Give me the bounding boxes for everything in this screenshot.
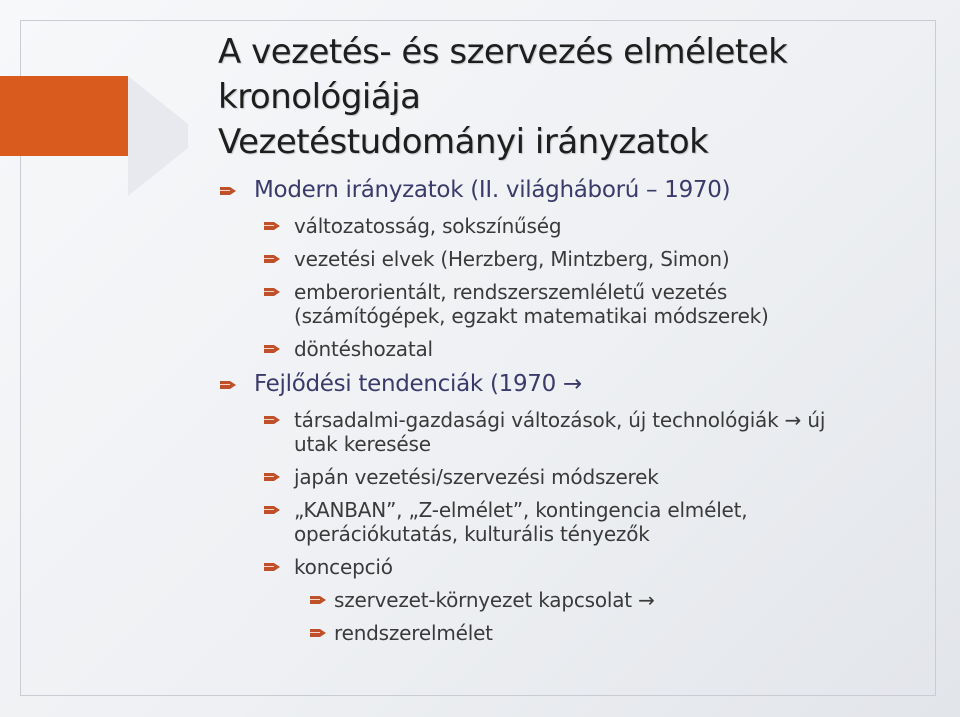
list-item-level-2	[210, 465, 930, 489]
list-item-text: változatosság, sokszínűség	[294, 214, 562, 238]
list-item-text: Modern irányzatok (II. világháború – 1970)	[254, 177, 731, 203]
list-item-level-2	[210, 247, 930, 271]
list-item-level-1	[210, 370, 930, 399]
bullet-list	[210, 176, 930, 645]
pencil-arrow-bullet-icon	[310, 628, 327, 638]
slide-title	[218, 30, 918, 165]
list-item-level-2	[210, 498, 930, 546]
title-line-1: A vezetés- és szervezés elméletek	[218, 32, 788, 72]
pencil-arrow-bullet-icon	[264, 344, 281, 354]
list-item-level-2	[210, 214, 930, 238]
list-item-level-2	[210, 408, 930, 456]
list-item-text: operációkutatás, kulturális tényezők	[294, 522, 650, 546]
list-item-text: (számítógépek, egzakt matematikai módszerek)	[294, 304, 769, 328]
pencil-arrow-bullet-icon	[264, 505, 281, 515]
list-item-text: szervezet-környezet kapcsolat →	[334, 588, 655, 612]
pencil-arrow-bullet-icon	[264, 562, 281, 572]
list-item-level-2	[210, 280, 930, 328]
list-item-text: utak keresése	[294, 432, 431, 456]
pencil-arrow-bullet-icon	[264, 221, 281, 231]
list-item-level-3	[210, 588, 930, 612]
list-item-text: döntéshozatal	[294, 337, 433, 361]
list-item-text: rendszerelmélet	[334, 621, 493, 645]
pencil-arrow-bullet-icon	[264, 472, 281, 482]
pencil-arrow-bullet-icon	[220, 186, 237, 196]
list-item-text: emberorientált, rendszerszemléletű vezetés	[294, 280, 728, 304]
pencil-arrow-bullet-icon	[310, 595, 327, 605]
list-item-text: japán vezetési/szervezési módszerek	[294, 465, 659, 489]
list-item-level-1	[210, 176, 930, 205]
list-item-text: koncepció	[294, 555, 393, 579]
list-item-text: vezetési elvek (Herzberg, Mintzberg, Simon)	[294, 247, 730, 271]
title-line-2: kronológiája	[218, 77, 421, 117]
list-item-level-3	[210, 621, 930, 645]
list-item-text: Fejlődési tendenciák (1970 →	[254, 371, 582, 397]
accent-orange-block	[0, 76, 128, 156]
pencil-arrow-bullet-icon	[220, 380, 237, 390]
list-item-level-2	[210, 337, 930, 361]
title-line-3: Vezetéstudományi irányzatok	[218, 122, 709, 162]
list-item-text: társadalmi-gazdasági változások, új technológiák → új	[294, 408, 826, 432]
pencil-arrow-bullet-icon	[264, 254, 281, 264]
pencil-arrow-bullet-icon	[264, 415, 281, 425]
list-item-level-2	[210, 555, 930, 579]
list-item-text: „KANBAN”, „Z-elmélet”, kontingencia elmélet,	[294, 498, 748, 522]
pencil-arrow-bullet-icon	[264, 287, 281, 297]
